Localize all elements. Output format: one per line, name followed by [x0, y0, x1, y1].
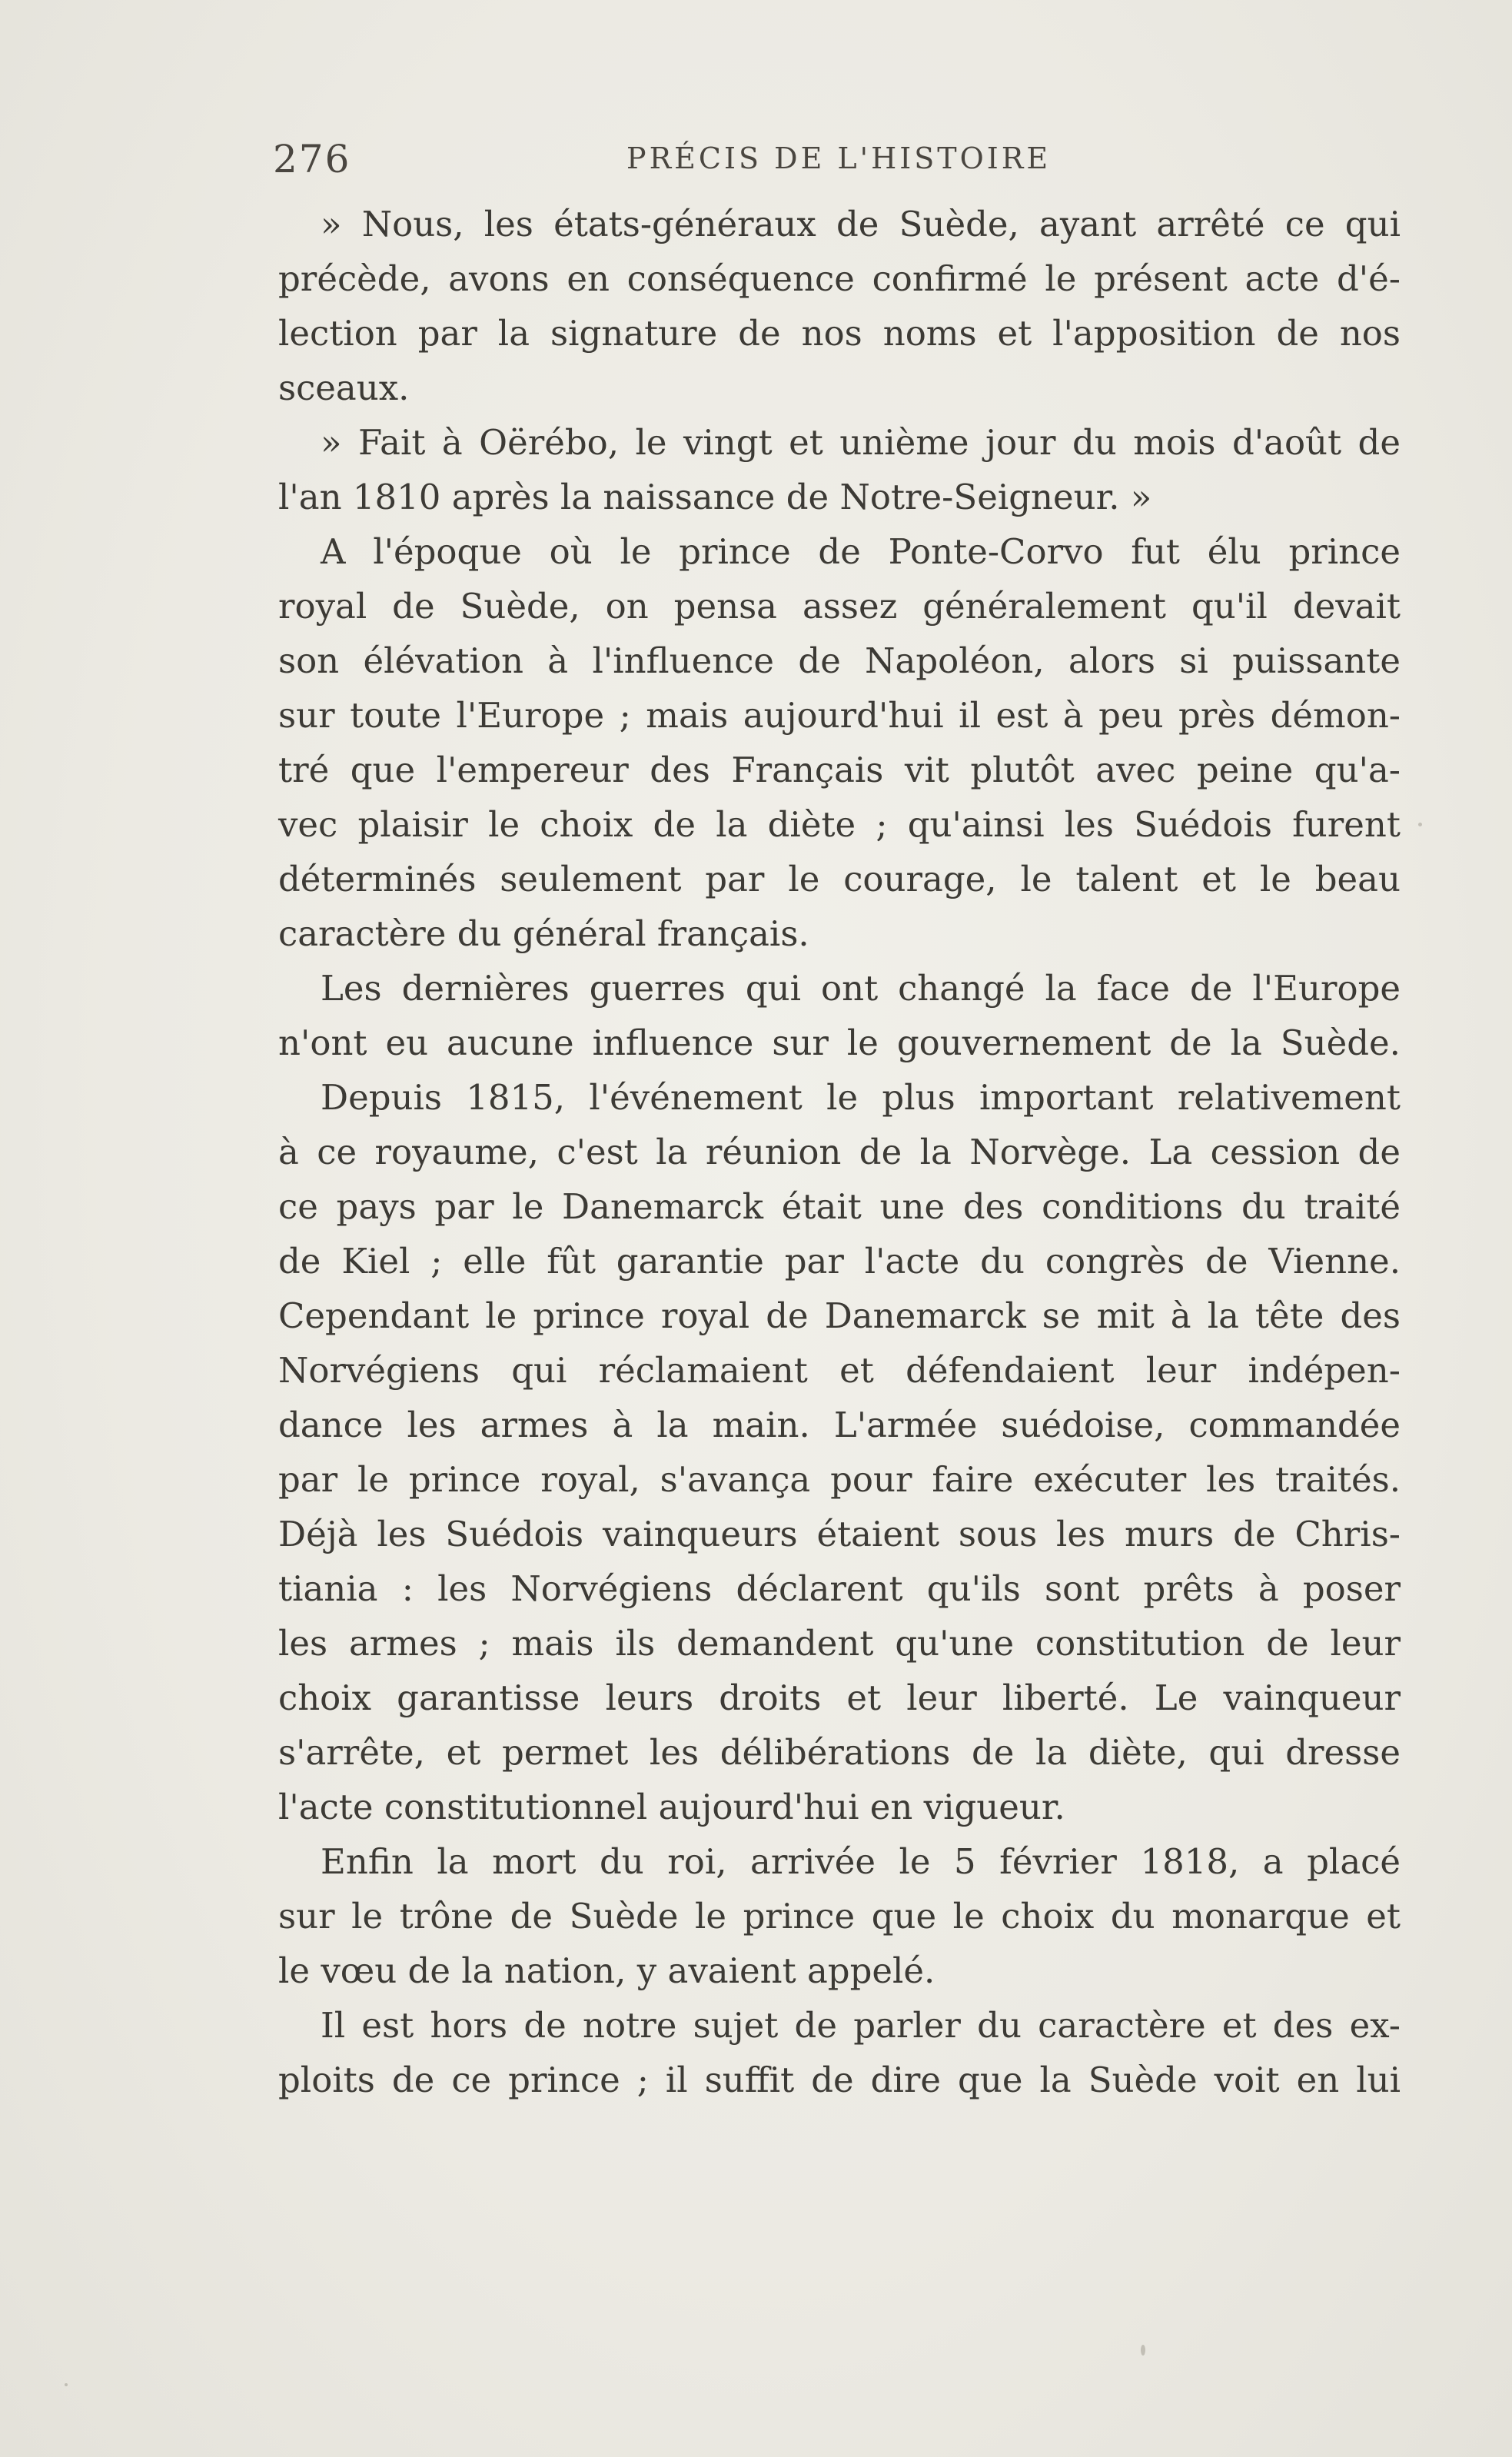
text-line: par le prince royal, s'avança pour faire exécuter les traités.	[278, 1459, 1401, 1500]
paper-speck	[1141, 2345, 1145, 2356]
text-line: ploits de ce prince ; il suffit de dire que la Suède voit en lui	[278, 2060, 1401, 2100]
text-line: précède, avons en conséquence confirmé le présent acte d'é-	[278, 258, 1401, 299]
text-line: A l'époque où le prince de Ponte-Corvo fut élu prince	[321, 531, 1401, 572]
text-line: dance les armes à la main. L'armée suédoise, commandée	[278, 1405, 1401, 1445]
text-line: l'acte constitutionnel aujourd'hui en vigueur.	[278, 1787, 1065, 1827]
text-line: sur toute l'Europe ; mais aujourd'hui il est à peu près démon-	[278, 695, 1401, 736]
text-line: » Fait à Oërébo, le vingt et unième jour du mois d'août de	[321, 422, 1401, 463]
text-line: lection par la signature de nos noms et l'apposition de nos	[278, 313, 1401, 354]
text-line: tiania : les Norvégiens déclarent qu'ils sont prêts à poser	[278, 1568, 1401, 1609]
body-text	[278, 197, 1401, 2107]
text-line: sur le trône de Suède le prince que le choix du monarque et	[278, 1896, 1401, 1937]
text-line: l'an 1810 après la naissance de Notre-Seigneur. »	[278, 477, 1152, 517]
paper-speck	[1418, 823, 1422, 826]
text-line: Norvégiens qui réclamaient et défendaient leur indépen-	[278, 1350, 1401, 1391]
text-line: Déjà les Suédois vainqueurs étaient sous les murs de Chris-	[278, 1514, 1401, 1554]
text-line: les armes ; mais ils demandent qu'une constitution de leur	[278, 1623, 1401, 1664]
text-line: tré que l'empereur des Français vit plutôt avec peine qu'a-	[278, 750, 1401, 790]
text-line: Il est hors de notre sujet de parler du caractère et des ex-	[321, 2005, 1401, 2046]
page-number: 276	[273, 137, 351, 181]
text-line: à ce royaume, c'est la réunion de la Norvège. La cession de	[278, 1132, 1401, 1172]
text-line: Enfin la mort du roi, arrivée le 5 février 1818, a placé	[321, 1841, 1401, 1882]
text-line: s'arrête, et permet les délibérations de la diète, qui dresse	[278, 1732, 1401, 1773]
page-header	[273, 137, 1395, 191]
text-line: caractère du général français.	[278, 913, 809, 954]
text-line: de Kiel ; elle fût garantie par l'acte du congrès de Vienne.	[278, 1241, 1401, 1282]
text-line: le vœu de la nation, y avaient appelé.	[278, 1950, 935, 1991]
text-line: Depuis 1815, l'événement le plus important relativement	[321, 1077, 1401, 1118]
text-line: royal de Suède, on pensa assez généralement qu'il devait	[278, 586, 1401, 627]
text-line: déterminés seulement par le courage, le talent et le beau	[278, 859, 1401, 899]
text-line: Les dernières guerres qui ont changé la face de l'Europe	[321, 968, 1401, 1009]
running-head: PRÉCIS DE L'HISTOIRE	[626, 141, 1052, 175]
text-line: son élévation à l'influence de Napoléon, alors si puissante	[278, 640, 1401, 681]
text-line: Cependant le prince royal de Danemarck se mit à la tête des	[278, 1295, 1401, 1336]
text-line: » Nous, les états-généraux de Suède, ayant arrêté ce qui	[321, 204, 1401, 244]
text-line: choix garantisse leurs droits et leur liberté. Le vainqueur	[278, 1677, 1401, 1718]
text-line: sceaux.	[278, 367, 410, 408]
text-line: vec plaisir le choix de la diète ; qu'ainsi les Suédois furent	[278, 804, 1401, 845]
paper-speck	[65, 2383, 68, 2386]
text-line: n'ont eu aucune influence sur le gouvernement de la Suède.	[278, 1022, 1401, 1063]
text-line: ce pays par le Danemarck était une des conditions du traité	[278, 1186, 1401, 1227]
